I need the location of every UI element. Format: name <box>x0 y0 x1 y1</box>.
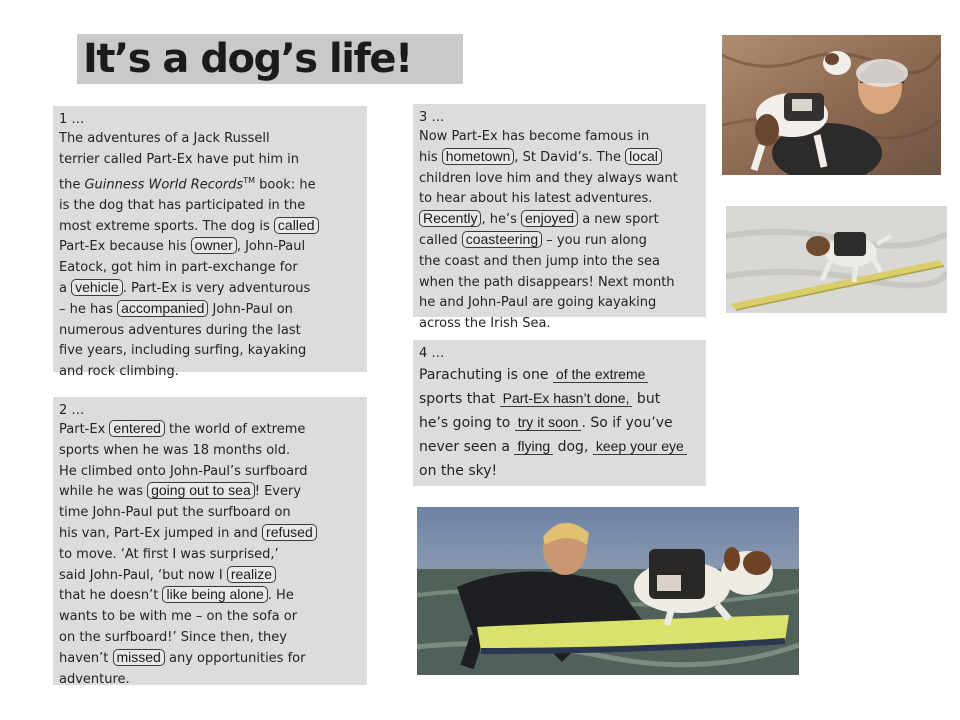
text-line: never seen a flying dog, keep your eye <box>419 435 700 459</box>
text-line: that he doesn’t like being alone . He <box>59 586 294 604</box>
text-line: He climbed onto John-Paul’s surfboard <box>59 463 308 479</box>
photo-dog-on-shoulders <box>722 35 941 175</box>
handwritten-answer: refused <box>262 524 317 541</box>
handwritten-answer: realize <box>227 566 276 583</box>
text-line: Part-Ex because his owner , John-Paul <box>59 237 306 255</box>
text-line: to move. ‘At first I was surprised,’ <box>59 546 279 562</box>
text-line: and rock climbing. <box>59 364 179 380</box>
section-number: 3 … <box>419 110 445 125</box>
text-line: adventure. <box>59 671 130 687</box>
handwritten-answer: try it soon <box>515 415 582 431</box>
text-line: a vehicle . Part-Ex is very adventurous <box>59 278 311 296</box>
text-line: when the path disappears! Next month <box>419 274 675 290</box>
handwritten-answer: like being alone <box>162 586 267 603</box>
section-1 <box>53 106 367 380</box>
handwritten-answer: enjoyed <box>521 210 578 227</box>
text-line: on the sky! <box>419 463 498 479</box>
text-line: while he was going out to sea ! Every <box>59 482 302 500</box>
text-line: wants to be with me – on the sofa or <box>59 609 298 625</box>
text-line: Part-Ex entered the world of extreme <box>59 420 306 437</box>
section-4 <box>413 340 706 486</box>
handwritten-answer: flying <box>514 439 553 455</box>
text-line: numerous adventures during the last <box>59 322 301 338</box>
text-line: time John-Paul put the surfboard on <box>59 505 291 521</box>
section-number: 4 … <box>419 346 445 361</box>
handwritten-answer: coasteering <box>462 231 542 248</box>
handwritten-answer: missed <box>113 649 165 666</box>
section-3 <box>413 104 706 332</box>
handwritten-answer: Part-Ex hasn’t done, <box>500 391 633 407</box>
section-text <box>59 129 361 383</box>
trademark-mark: TM <box>243 175 255 185</box>
handwritten-answer: Recently <box>419 210 481 227</box>
section-text <box>419 363 700 483</box>
handwritten-answer: vehicle <box>71 279 123 296</box>
text-line: terrier called Part-Ex have put him in <box>59 151 300 167</box>
handwritten-answer: of the extreme <box>553 367 649 383</box>
text-line: Recently , he’s enjoyed a new sport <box>419 210 700 231</box>
text-line: The adventures of a Jack Russell <box>59 131 270 146</box>
section-number: 2 … <box>59 403 85 418</box>
article-title: It’s a dog’s life! <box>77 34 463 84</box>
handwritten-answer: owner <box>191 237 237 254</box>
text-line: Now Part-Ex has become famous in <box>419 129 650 144</box>
handwritten-answer: keep your eye <box>593 439 687 455</box>
text-line: haven’t missed any opportunities for <box>59 648 306 666</box>
book-title: Guinness World Records <box>84 176 244 192</box>
text-line: five years, including surfing, kayaking <box>59 343 307 359</box>
text-line: he and John-Paul are going kayaking <box>419 295 657 311</box>
text-line: across the Irish Sea. <box>419 316 551 332</box>
photo-man-and-dog-bodyboarding <box>417 507 799 675</box>
text-line: Parachuting is one of the extreme <box>419 363 700 387</box>
text-line: children love him and they always want <box>419 170 678 186</box>
handwritten-answer: local <box>625 148 662 165</box>
text-line: most extreme sports. The dog is called <box>59 217 361 238</box>
section-number: 1 … <box>59 112 85 127</box>
handwritten-answer: going out to sea <box>147 482 255 499</box>
text-line: to hear about his latest adventures. <box>419 191 653 207</box>
text-line: the coast and then jump into the sea <box>419 253 660 269</box>
text-line: he’s going to try it soon . So if you’ve <box>419 414 673 431</box>
handwritten-answer: entered <box>109 420 164 437</box>
text-line: said John-Paul, ‘but now I realize <box>59 566 361 587</box>
section-text <box>59 420 361 690</box>
handwritten-answer: called <box>274 217 319 234</box>
text-line: Eatock, got him in part-exchange for <box>59 260 298 276</box>
text-line: on the surfboard!’ Since then, they <box>59 629 287 645</box>
text-line: called coasteering – you run along <box>419 230 647 248</box>
section-text <box>419 127 700 335</box>
text-line: – he has accompanied John-Paul on <box>59 299 293 317</box>
handwritten-answer: accompanied <box>117 300 208 317</box>
section-2 <box>53 397 367 685</box>
text-line: the Guinness World Records™ book: he <box>59 175 316 192</box>
handwritten-answer: hometown <box>442 148 515 165</box>
text-line: sports that Part-Ex hasn’t done, but <box>419 390 661 407</box>
text-line: his hometown , St David’s. The local <box>419 148 700 169</box>
text-line: his van, Part-Ex jumped in and refused <box>59 524 361 545</box>
text-line: sports when he was 18 months old. <box>59 442 291 458</box>
photo-dog-on-surfboard <box>726 206 947 313</box>
text-line: is the dog that has participated in the <box>59 197 306 213</box>
